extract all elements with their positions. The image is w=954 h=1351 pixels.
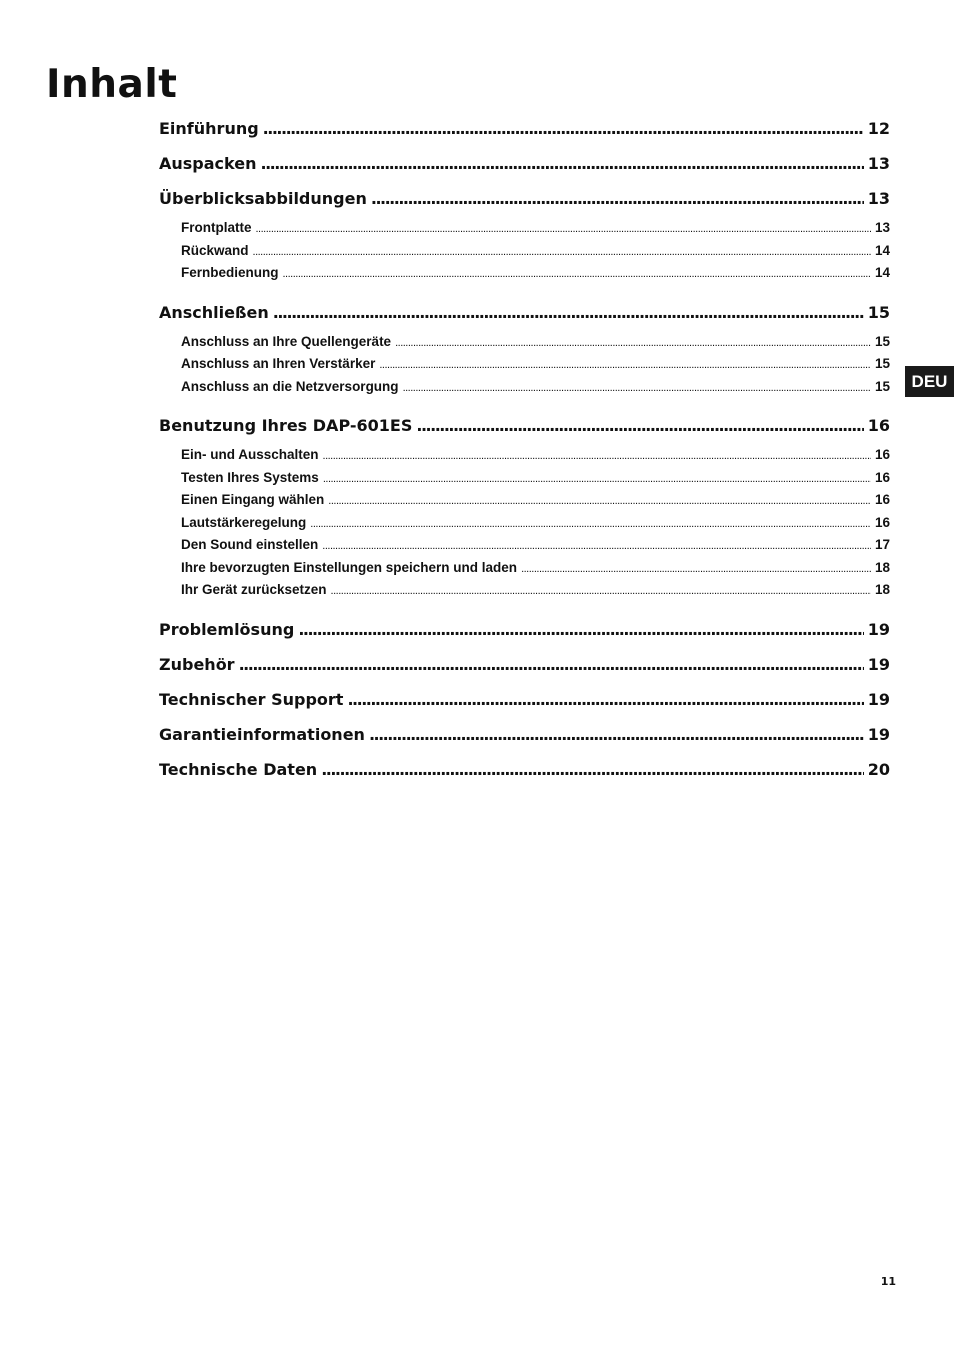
toc-entry[interactable] bbox=[159, 756, 890, 791]
dot-leader bbox=[263, 119, 864, 138]
table-of-contents bbox=[159, 115, 890, 791]
toc-entry-label: Anschließen bbox=[159, 302, 269, 322]
dot-leader bbox=[273, 303, 864, 322]
toc-subentry[interactable] bbox=[159, 265, 890, 288]
toc-subentry-page: 16 bbox=[874, 492, 890, 507]
dot-leader bbox=[239, 655, 864, 674]
toc-subentry-page: 18 bbox=[874, 582, 890, 597]
toc-entry-label: Zubehör bbox=[159, 654, 235, 674]
toc-entry[interactable] bbox=[159, 299, 890, 334]
toc-entry-label: Technische Daten bbox=[159, 759, 318, 779]
dot-leader bbox=[403, 382, 871, 394]
toc-subentry-label: Anschluss an die Netzversorgung bbox=[181, 378, 399, 394]
toc-subentry-page: 16 bbox=[874, 447, 890, 462]
toc-subentry-label: Ihr Gerät zurücksetzen bbox=[181, 582, 327, 597]
dot-leader bbox=[369, 725, 864, 744]
toc-subentry[interactable] bbox=[159, 492, 890, 515]
dot-leader bbox=[323, 450, 871, 462]
toc-subentry-label: Anschluss an Ihre Quellengeräte bbox=[181, 333, 392, 349]
dot-leader bbox=[298, 620, 863, 639]
toc-entry[interactable] bbox=[159, 686, 890, 721]
language-tab: DEU bbox=[905, 366, 954, 397]
toc-entry-page: 15 bbox=[867, 302, 890, 322]
dot-leader bbox=[395, 337, 871, 349]
dot-leader bbox=[256, 223, 871, 235]
toc-subentry[interactable] bbox=[159, 470, 890, 493]
page-title: Inhalt bbox=[46, 62, 178, 107]
toc-entry[interactable] bbox=[159, 115, 890, 150]
toc-subentry[interactable] bbox=[159, 447, 890, 470]
toc-subentry[interactable] bbox=[159, 334, 890, 357]
dot-leader bbox=[347, 690, 863, 709]
toc-subentry-label: Ihre bevorzugten Einstellungen speichern und laden bbox=[181, 559, 518, 575]
toc-subentry-page: 15 bbox=[874, 378, 890, 394]
dot-leader bbox=[321, 760, 864, 779]
toc-entry[interactable] bbox=[159, 651, 890, 686]
toc-subentry-label: Den Sound einstellen bbox=[181, 537, 319, 552]
dot-leader bbox=[260, 154, 863, 173]
toc-entry-page: 19 bbox=[867, 619, 890, 639]
dot-leader bbox=[379, 359, 871, 371]
toc-subentry-label: Ein- und Ausschalten bbox=[181, 447, 319, 462]
toc-subentry[interactable] bbox=[159, 537, 890, 560]
toc-entry-page: 19 bbox=[867, 654, 890, 674]
dot-leader bbox=[371, 189, 864, 208]
toc-subentry-page: 13 bbox=[874, 220, 890, 235]
toc-entry-label: Garantieinformationen bbox=[159, 724, 365, 744]
page-number: 11 bbox=[880, 1275, 896, 1288]
dot-leader bbox=[416, 416, 863, 435]
dot-leader bbox=[322, 540, 871, 552]
toc-entry-page: 19 bbox=[867, 724, 890, 744]
toc-subentry-label: Fernbedienung bbox=[181, 265, 279, 280]
dot-leader bbox=[253, 246, 871, 258]
dot-leader bbox=[521, 563, 871, 575]
toc-entry-page: 12 bbox=[867, 119, 890, 138]
toc-entry-label: Einführung bbox=[159, 119, 259, 138]
toc-subentry[interactable] bbox=[159, 379, 890, 402]
toc-subentry-page: 18 bbox=[874, 559, 890, 575]
toc-subentry-page: 15 bbox=[874, 333, 890, 349]
dot-leader bbox=[328, 495, 871, 507]
toc-entry-label: Benutzung Ihres DAP-601ES bbox=[159, 416, 413, 435]
toc-subentry-label: Einen Eingang wählen bbox=[181, 492, 325, 507]
toc-entry[interactable] bbox=[159, 616, 890, 651]
toc-entry-page: 13 bbox=[867, 154, 890, 173]
toc-subentry[interactable] bbox=[159, 243, 890, 266]
toc-subentry[interactable] bbox=[159, 582, 890, 605]
dot-leader bbox=[323, 473, 871, 485]
toc-entry-page: 19 bbox=[867, 689, 890, 709]
toc-subentry-label: Testen Ihres Systems bbox=[181, 469, 319, 485]
dot-leader bbox=[331, 585, 871, 597]
toc-subentry-page: 14 bbox=[874, 242, 890, 258]
toc-subentry-page: 17 bbox=[874, 537, 890, 552]
toc-subentry-page: 16 bbox=[874, 514, 890, 530]
toc-entry-label: Technischer Support bbox=[159, 689, 344, 709]
toc-entry-page: 16 bbox=[867, 416, 890, 435]
toc-entry-label: Problemlösung bbox=[159, 619, 295, 639]
toc-entry-label: Auspacken bbox=[159, 154, 257, 173]
toc-subentry-label: Lautstärkeregelung bbox=[181, 514, 307, 530]
toc-subentry[interactable] bbox=[159, 356, 890, 379]
toc-subentry-label: Frontplatte bbox=[181, 220, 252, 235]
toc-subentry[interactable] bbox=[159, 220, 890, 243]
toc-subentry-label: Anschluss an Ihren Verstärker bbox=[181, 356, 376, 371]
toc-subentry[interactable] bbox=[159, 515, 890, 538]
toc-entry[interactable] bbox=[159, 150, 890, 185]
toc-entry-page: 20 bbox=[867, 759, 890, 779]
dot-leader bbox=[310, 518, 871, 530]
toc-entry-page: 13 bbox=[867, 189, 890, 208]
dot-leader bbox=[283, 268, 871, 280]
toc-entry-label: Überblicksabbildungen bbox=[159, 189, 367, 208]
toc-subentry-label: Rückwand bbox=[181, 242, 249, 258]
toc-entry[interactable] bbox=[159, 412, 890, 447]
toc-subentry[interactable] bbox=[159, 560, 890, 583]
toc-subentry-page: 14 bbox=[874, 265, 890, 280]
toc-entry[interactable] bbox=[159, 721, 890, 756]
toc-subentry-page: 16 bbox=[874, 469, 890, 485]
toc-entry[interactable] bbox=[159, 185, 890, 220]
toc-subentry-page: 15 bbox=[874, 356, 890, 371]
